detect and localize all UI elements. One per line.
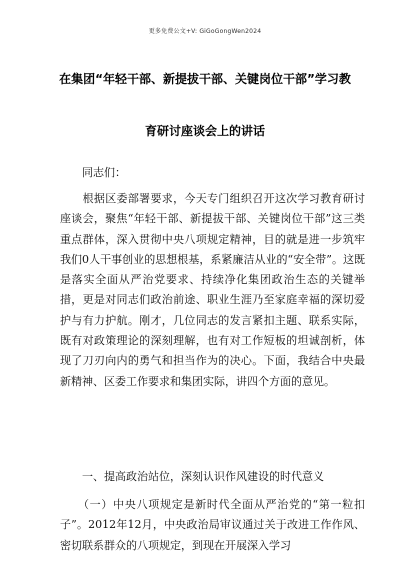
document-title-line-2: 育研讨座谈会上的讲话 bbox=[144, 124, 265, 138]
document-title-line-1: 在集团“年轻干部、新提拔干部、关键岗位干部”学习教 bbox=[59, 72, 351, 86]
header-note: 更多免费公文+V: GiGoGongWen2024 bbox=[148, 28, 262, 35]
body-paragraph-2: （一）中央八项规定是新时代全面从严治党的“第一粒扣子”。2012年12月，中央政治局审议通过关于改进工作作风、密切联系群众的八项规定，到现在开展深入学习 bbox=[60, 498, 365, 552]
section-heading-1: 一、提高政治站位，深刻认识作风建设的时代意义 bbox=[82, 470, 324, 483]
salutation: 同志们： bbox=[82, 166, 126, 179]
body-paragraph-1: 根据区委部署要求，今天专门组织召开这次学习教育研讨座谈会，聚焦“年轻干部、新提拔干部、关键岗位干部”这三类重点群体，深入贯彻中央八项规定精神，目的就是进一步筑牢我们0人干事创业的思想根基，系紧廉洁从业的“安全带”。这既是落实全面从严治党要求、持续净化集团政治生态的关键举措，更是对同志们政治前途、职业生涯乃至家庭幸福的深切爱护与有力护航。刚才，几位同志的发言紧扣主题、联系实际，既有对政策理论的深刻理解，也有对工作短板的坦诚剖析，体现了刀刃向内的勇气和担当作为的决心。下面，我结合中央最新精神、区委工作要求和集团实际，讲四个方面的意见。 bbox=[60, 192, 365, 388]
